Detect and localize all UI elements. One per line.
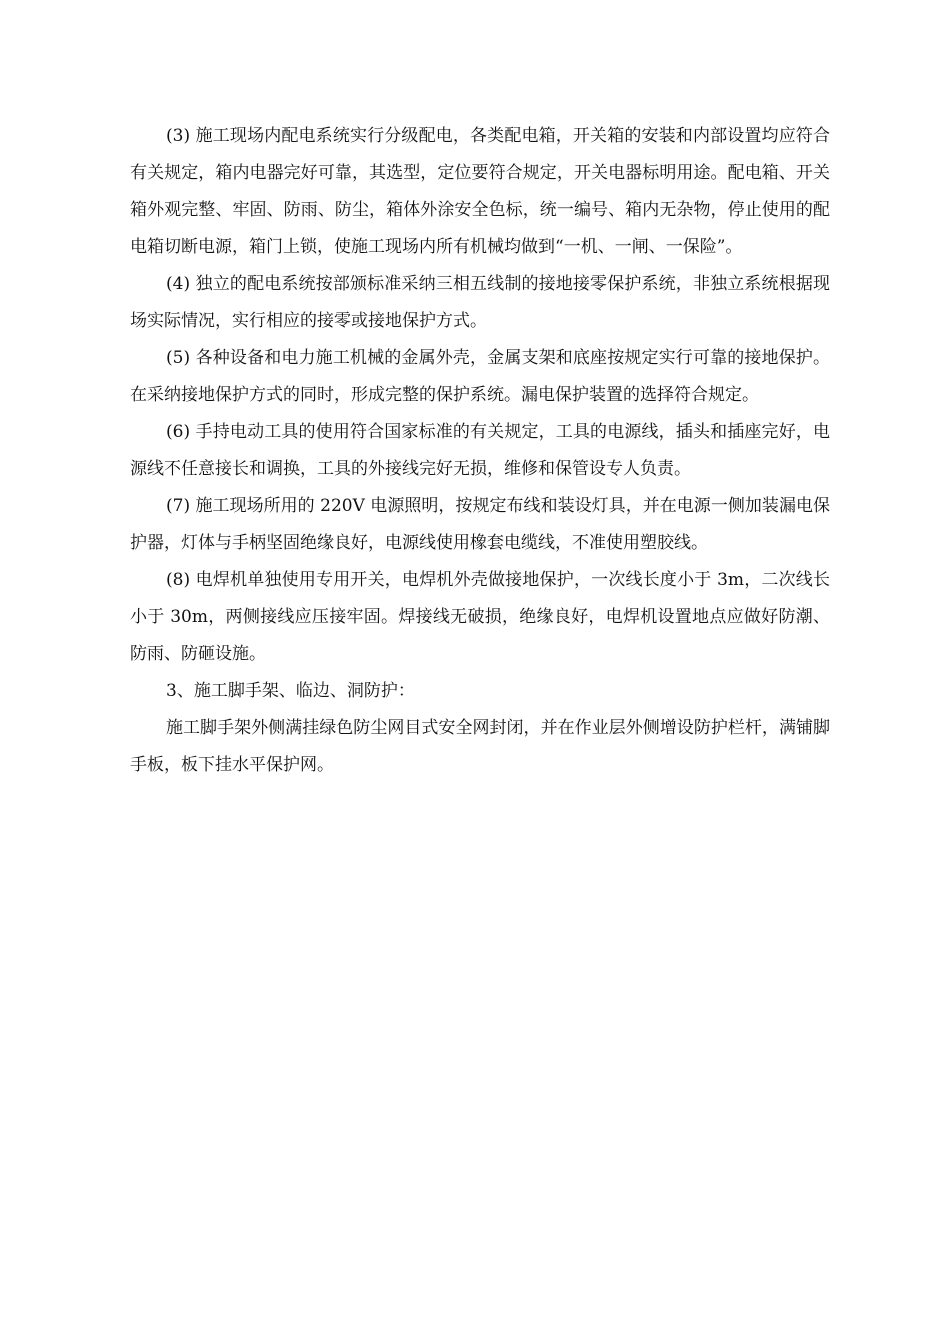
section-heading-scaffold-protection: 3、施工脚手架、临边、洞防护： (166, 681, 415, 701)
paragraph-item-8-welding-machines: (8) 电焊机单独使用专用开关，电焊机外壳做接地保护，一次线长度小于 3m，二次线长小于 30m，两侧接线应压接牢固。焊接线无破损，绝缘良好，电焊机设置地点应做好防潮、防雨、防砸设施。 (130, 570, 830, 664)
paragraph-item-5-equipment-grounding: (5) 各种设备和电力施工机械的金属外壳，金属支架和底座按规定实行可靠的接地保护。在采纳接地保护方式的同时，形成完整的保护系统。漏电保护装置的选择符合规定。 (130, 348, 830, 405)
document-body (130, 118, 830, 784)
paragraph-item-3-distribution-boxes: (3) 施工现场内配电系统实行分级配电，各类配电箱，开关箱的安装和内部设置均应符合有关规定，箱内电器完好可靠，其选型，定位要符合规定，开关电器标明用途。配电箱、开关箱外观完整、牢固、防雨、防尘，箱体外涂安全色标，统一编号、箱内无杂物，停止使用的配电箱切断电源，箱门上锁，使施工现场内所有机械均做到“一机、一闸、一保险”。 (130, 126, 830, 257)
paragraph-item-6-handheld-tools: (6) 手持电动工具的使用符合国家标准的有关规定，工具的电源线，插头和插座完好，电源线不任意接长和调换，工具的外接线完好无损，维修和保管设专人负责。 (130, 422, 830, 479)
paragraph-item-7-site-lighting: (7) 施工现场所用的 220V 电源照明，按规定布线和装设灯具，并在电源一侧加装漏电保护器，灯体与手柄坚固绝缘良好，电源线使用橡套电缆线，不准使用塑胶线。 (130, 496, 830, 553)
paragraph-item-4-grounding-system: (4) 独立的配电系统按部颁标准采纳三相五线制的接地接零保护系统，非独立系统根据现场实际情况，实行相应的接零或接地保护方式。 (130, 274, 830, 331)
paragraph-scaffold-netting: 施工脚手架外侧满挂绿色防尘网目式安全网封闭，并在作业层外侧增设防护栏杆，满铺脚手板，板下挂水平保护网。 (130, 718, 830, 775)
